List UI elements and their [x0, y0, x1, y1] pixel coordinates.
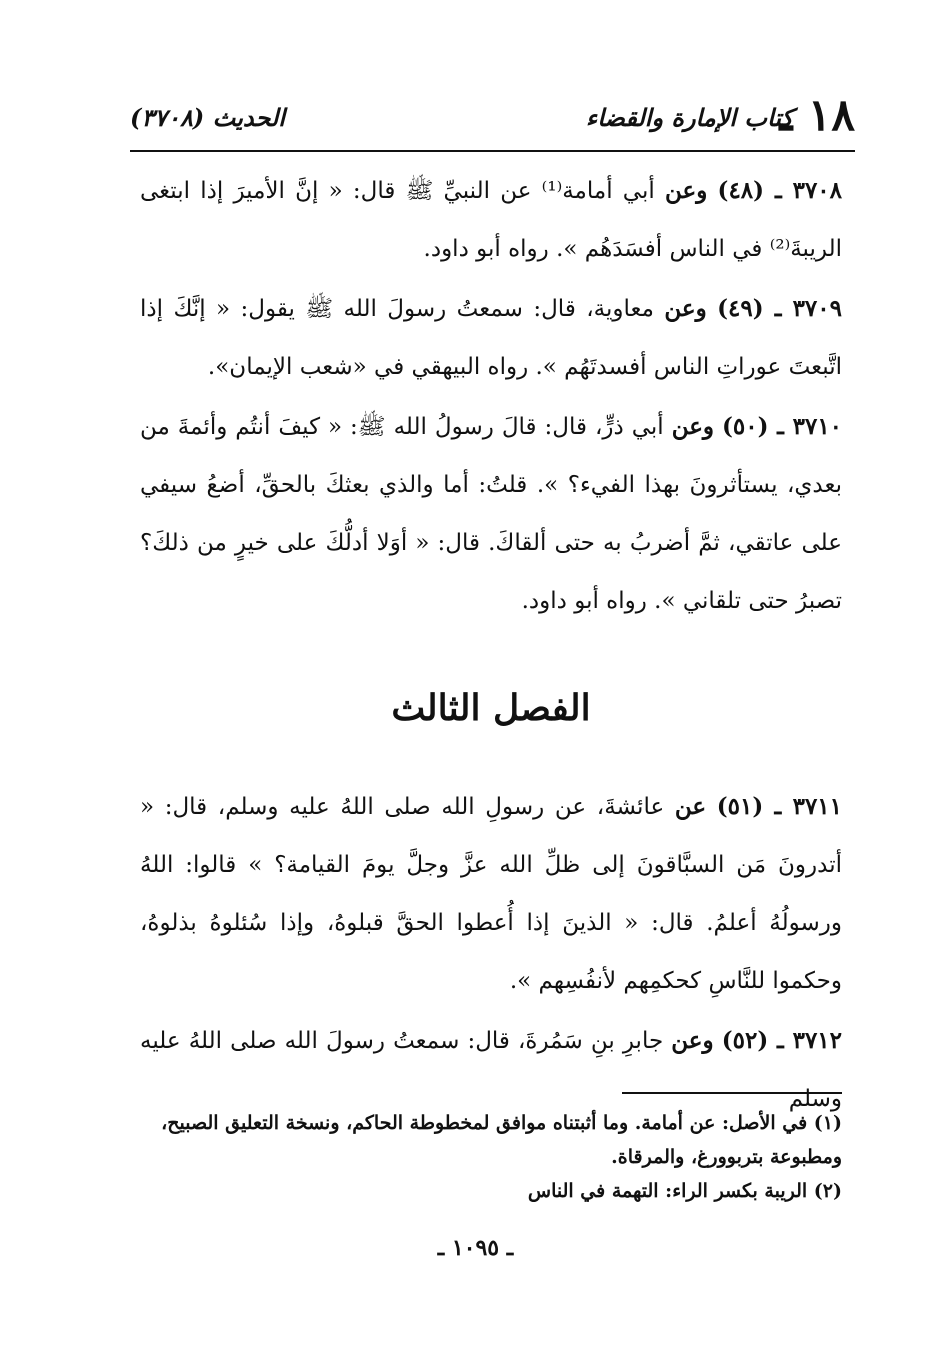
hadith-narrator: وعن	[664, 295, 707, 322]
chapter-number: ١٨ ـ	[779, 90, 855, 141]
hadith-narrator: وعن	[664, 177, 708, 204]
hadith-number: ٣٧٠٩ ـ (٤٩)	[717, 295, 842, 322]
footnote-2: (٢) الريبة بكسر الراء: التهمة في الناس	[527, 1180, 842, 1202]
hadith-reference: الحديث (٣٧٠٨)	[130, 103, 285, 132]
hadith-3709	[140, 280, 842, 396]
hadith-block-top	[140, 162, 842, 630]
hadith-text: أبي ذرٍّ، قال: قالَ رسولُ الله ﷺ: « كيفَ أنتُم وأئمةَ من بعدي، يستأثرونَ بهذا الفيء؟ ». قلتُ: أما والذي بعثكَ بالحقِّ، أضعُ سيفي على عاتقي، ثمَّ أضربُ به حتى ألقاكَ. قال: « أوَلا أدلُّكَ على خيرٍ من ذلكَ؟ تصبرُ حتى تلقاني ». رواه أبو داود.	[140, 414, 842, 614]
hadith-block-bottom	[140, 778, 842, 1128]
book-title: كتاب الإمارة والقضاء	[585, 103, 793, 132]
page-header	[130, 88, 855, 148]
hadith-number: ٣٧١١ ـ (٥١)	[716, 793, 843, 820]
footnote-rule	[622, 1092, 842, 1094]
hadith-narrator: وعن	[671, 413, 715, 440]
hadith-text: جابرِ بنِ سَمُرةَ، قال: سمعتُ رسولَ الله صلى اللهُ عليه وسلم	[140, 1028, 842, 1112]
hadith-narrator: وعن	[671, 1027, 714, 1054]
hadith-number: ٣٧٠٨ ـ (٤٨)	[717, 177, 843, 204]
page-number: ـ ١٠٩٥ ـ	[437, 1235, 514, 1261]
footnote-1: (١) في الأصل: عن أمامة. وما أثبتناه موافق لمخطوطة الحاكم، ونسخة التعليق الصبيح، ومطبوعة بتربوورغ، والمرقاة.	[161, 1112, 842, 1168]
hadith-3710	[140, 398, 842, 630]
section-title: الفصل الثالث	[391, 687, 591, 729]
hadith-3711	[140, 778, 842, 1010]
hadith-number: ٣٧١٢ ـ (٥٢)	[721, 1027, 843, 1054]
hadith-3708	[140, 162, 842, 278]
hadith-text: أبي أمامة⁽¹⁾ عن النبيِّ ﷺ قال: « إنَّ الأميرَ إذا ابتغى الريبةَ⁽²⁾ في الناس أفسَدَهُم ». رواه أبو داود.	[140, 178, 842, 262]
footnotes	[130, 1106, 842, 1208]
hadith-number: ٣٧١٠ ـ (٥٠)	[722, 413, 843, 440]
hadith-text: عائشةَ، عن رسولِ الله صلى اللهُ عليه وسلم، قال: « أتدرونَ مَن السبَّاقونَ إلى ظلِّ الله عزَّ وجلَّ يومَ القيامة؟ » قالوا: اللهُ ورسولُهُ أعلمُ. قال: « الذينَ إذا أُعطوا الحقَّ قبلوهُ، وإذا سُئلوهُ بذلوهُ، وحكموا للنَّاسِ كحكمِهم لأنفُسِهم ».	[140, 794, 842, 994]
header-rule	[130, 150, 855, 152]
hadith-text: معاوية، قال: سمعتُ رسولَ الله ﷺ يقول: « إنَّكَ إذا اتَّبعتَ عوراتِ الناس أفسدتَهُم ». رواه البيهقي في «شعب الإيمان».	[140, 296, 842, 380]
hadith-narrator: عن	[674, 793, 707, 820]
